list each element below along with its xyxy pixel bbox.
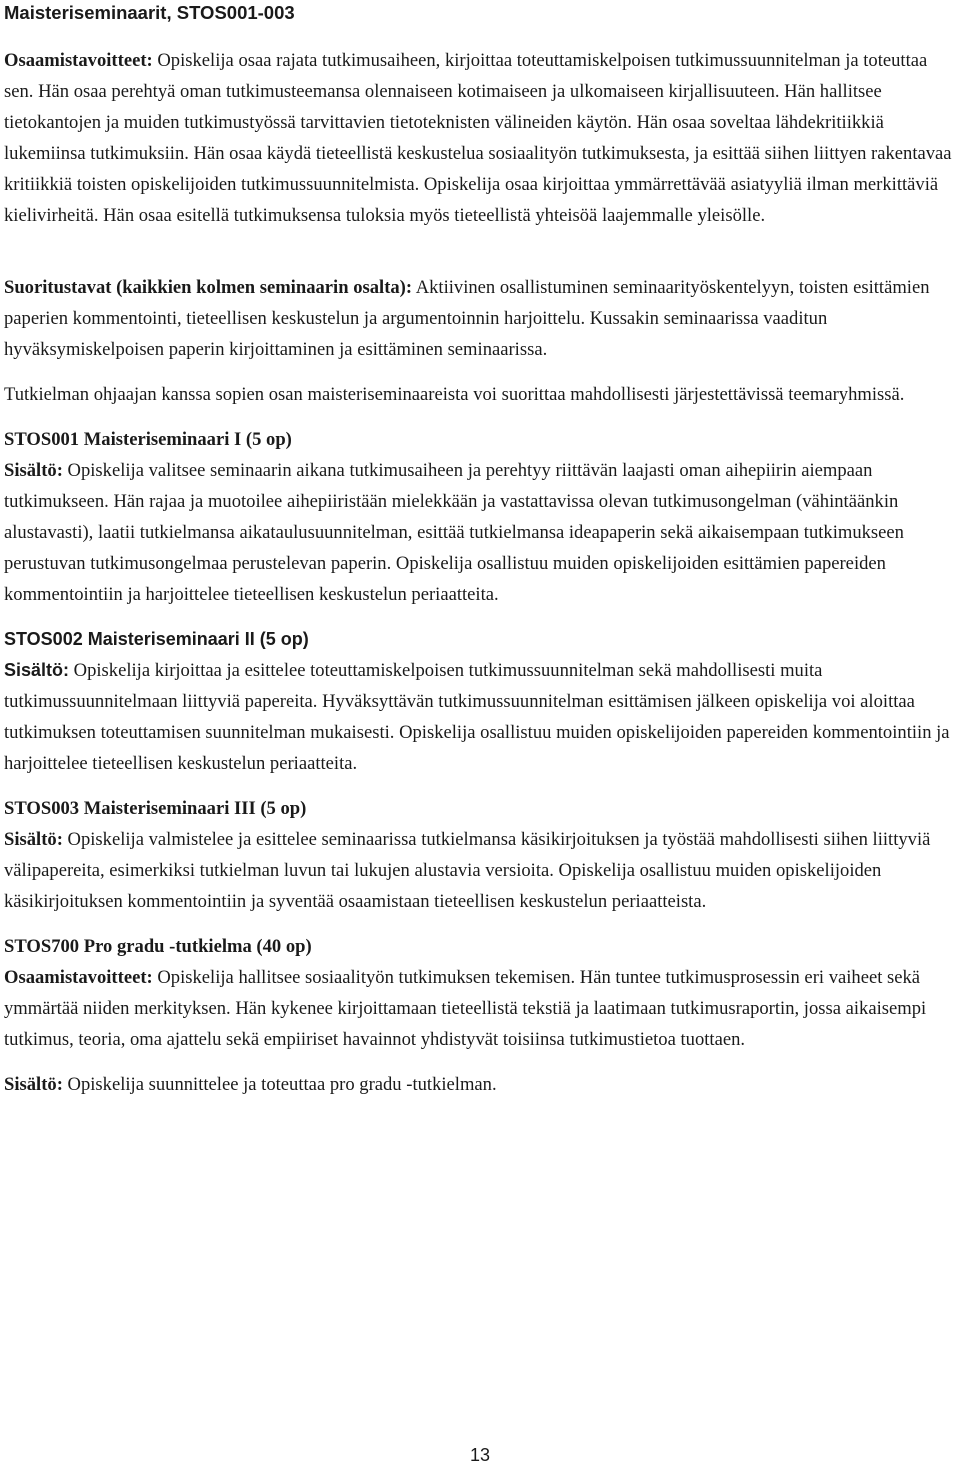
requirements-text: Aktiivinen osallistuminen seminaarityöskentelyyn, toisten esittämien paperien kommentointi, tieteellisen keskustelun ja argumentoinnin harjoittelu. Kussakin seminaarissa vaaditun hyväksymiskelpoisen paperin kirjoittaminen ja esittäminen seminaarissa. [4,277,930,360]
section-stos700 [4,931,956,1100]
intro-paragraph [4,45,956,231]
stos001-text: Opiskelija valitsee seminaarin aikana tutkimusaiheen ja perehtyy riittävän laajasti oman aihepiirin aiempaan tutkimukseen. Hän rajaa ja muotoilee aihepiiristään mielekkään ja vastattavissa olevan tutkimusongelman (vähintäänkin alustavasti), laatii tutkielmansa aikataulusuunnitelman, esittää tutkielmansa ideapaperin sekä aikaisempaan tutkimukseen perustuvan tutkimusongelmaa perustelevan paperin. Opiskelija osallistuu muiden opiskelijoiden esittämien papereiden kommentointiin ja harjoittelee tieteellisen keskustelun periaatteita. [4,460,904,605]
stos003-label: Sisältö: [4,829,63,850]
stos700-content-label: Sisältö: [4,1074,63,1095]
stos002-paragraph [4,655,956,779]
stos001-paragraph [4,455,956,610]
section-stos003 [4,793,956,917]
stos002-label: Sisältö: [4,660,70,680]
stos002-text: Opiskelija kirjoittaa ja esittelee toteuttamiskelpoisen tutkimussuunnitelman sekä mahdollisesti muita tutkimussuunnitelmaan liittyviä papereita. Hyväksyttävän tutkimussuunnitelman esittämisen jälkeen opiskelija voi aloittaa tutkimuksen toteuttamisen suunnitelman mukaisesti. Opiskelija osallistuu muiden opiskelijoiden papereiden kommentointiin ja harjoittelee tieteellisen keskustelun periaatteita. [4,660,950,774]
document-body [4,0,956,1100]
stos001-heading: STOS001 Maisteriseminaari I (5 op) [4,429,292,450]
intro-text: Opiskelija osaa rajata tutkimusaiheen, kirjoittaa toteuttamiskelpoisen tutkimussuunnitelman ja toteuttaa sen. Hän osaa perehtyä oman tutkimusteemansa olennaiseen kotimaiseen ja ulkomaiseen kirjallisuuteen. Hän hallitsee tietokantojen ja muiden tutkimustyössä tarvittavien tietoteknisten välineiden käytön. Hän osaa soveltaa lähdekritiikkiä lukemiinsa tutkimuksiin. Hän osaa käydä tieteellistä keskustelua sosiaalityön tutkimuksesta, ja esittää siihen liittyen rakentavaa kritiikkiä toisten opiskelijoiden tutkimussuunnitelmista. Opiskelija osaa kirjoittaa ymmärrettävää asiatyyliä ilman merkittäviä kielivirheitä. Hän osaa esitellä tutkimuksensa tuloksia myös tieteellistä yhteisöä laajemmalle yleisölle. [4,50,952,226]
section-stos001 [4,424,956,610]
requirements-label: Suoritustavat (kaikkien kolmen seminaarin osalta): [4,277,413,298]
page-number: 13 [469,1445,491,1465]
note-paragraph: Tutkielman ohjaajan kanssa sopien osan maisteriseminaareista voi suorittaa mahdollisesti järjestettävissä teemaryhmissä. [4,384,905,405]
stos700-content-text: Opiskelija suunnittelee ja toteuttaa pro gradu -tutkielman. [62,1074,497,1095]
stos700-content-paragraph [4,1069,956,1100]
stos700-goals-label: Osaamistavoitteet: [4,967,153,988]
stos001-label: Sisältö: [4,460,63,481]
stos003-text: Opiskelija valmistelee ja esittelee seminaarissa tutkielmansa käsikirjoituksen ja työstää mahdollisesti siihen liittyviä välipapereita, esimerkiksi tutkielman luvun tai lukujen alustavia versioita. Opiskelija osallistuu muiden opiskelijoiden käsikirjoituksen kommentointiin ja syventää osaamistaan tieteellisen keskustelun periaatteista. [4,829,931,912]
stos700-goals-text: Opiskelija hallitsee sosiaalityön tutkimuksen tekemisen. Hän tuntee tutkimusprosessin eri vaiheet sekä ymmärtää niiden merkityksen. Hän kykenee kirjoittamaan tieteellistä tekstiä ja laatimaan tutkimusraportin, jossa aikaisempi tutkimus, teoria, oma ajattelu sekä empiiriset havainnot yhdistyvät toisiinsa tutkimustietoa tuottaen. [4,967,927,1050]
stos003-heading: STOS003 Maisteriseminaari III (5 op) [4,798,307,819]
intro-label: Osaamistavoitteet: [4,50,153,71]
page-title: Maisteriseminaarit, STOS001-003 [4,2,295,23]
stos700-goals-paragraph [4,962,956,1055]
stos700-heading: STOS700 Pro gradu -tutkielma (40 op) [4,936,312,957]
requirements-paragraph [4,272,956,365]
section-stos002 [4,624,956,779]
stos003-paragraph [4,824,956,917]
stos002-heading: STOS002 Maisteriseminaari II (5 op) [4,629,309,649]
